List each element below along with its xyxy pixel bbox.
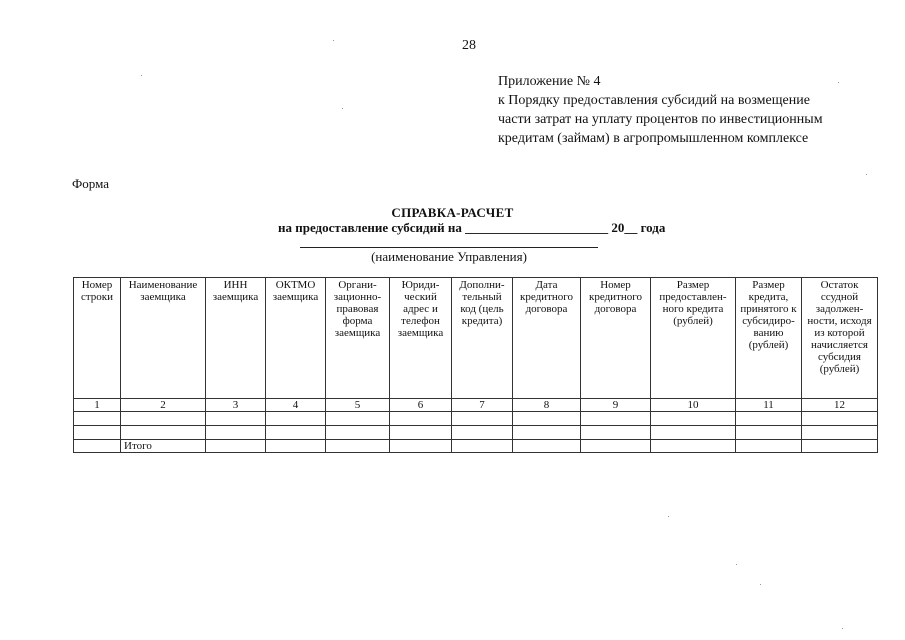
scan-speck <box>668 516 669 517</box>
column-number: 11 <box>736 399 802 412</box>
organization-caption: (наименование Управления) <box>371 249 527 264</box>
table-cell <box>74 440 121 453</box>
appendix-line: к Порядку предоставления субсидий на возмещение <box>498 93 810 108</box>
column-number: 8 <box>513 399 581 412</box>
organization-name-line <box>300 247 598 248</box>
table-cell <box>390 426 452 440</box>
column-number-row <box>74 399 878 412</box>
scan-speck <box>141 75 142 76</box>
calculation-table <box>73 277 878 453</box>
table-cell <box>326 440 390 453</box>
table-cell <box>802 412 878 426</box>
column-header: Дополни-тельный код (цель кредита) <box>452 278 513 399</box>
column-number: 10 <box>651 399 736 412</box>
column-header: Размер кредита, принятого к субсидиро-ванию (рублей) <box>736 278 802 399</box>
table-cell <box>206 426 266 440</box>
column-number: 9 <box>581 399 651 412</box>
table-cell <box>651 426 736 440</box>
column-header: Юриди-ческий адрес и телефон заемщика <box>390 278 452 399</box>
header-row <box>74 278 878 399</box>
table-row <box>74 412 878 426</box>
column-number: 7 <box>452 399 513 412</box>
scan-speck <box>866 174 867 175</box>
scan-speck <box>760 584 761 585</box>
column-header: Номер строки <box>74 278 121 399</box>
table-cell <box>74 426 121 440</box>
table-cell <box>326 412 390 426</box>
scan-speck <box>342 108 343 109</box>
column-header: Дата кредитного договора <box>513 278 581 399</box>
table-cell <box>513 412 581 426</box>
column-header: Наименование заемщика <box>121 278 206 399</box>
table-cell <box>390 440 452 453</box>
table-cell <box>121 426 206 440</box>
column-number: 1 <box>74 399 121 412</box>
table-cell <box>266 426 326 440</box>
table-cell <box>581 440 651 453</box>
column-number: 12 <box>802 399 878 412</box>
table-cell <box>121 412 206 426</box>
scan-speck <box>838 82 839 83</box>
table-cell <box>513 426 581 440</box>
appendix-line: кредитам (займам) в агропромышленном комплексе <box>498 131 809 146</box>
table-cell <box>513 440 581 453</box>
total-row <box>74 440 878 453</box>
column-header: Номер кредитного договора <box>581 278 651 399</box>
form-label: Форма <box>72 176 109 191</box>
scan-speck <box>842 628 843 629</box>
column-number: 6 <box>390 399 452 412</box>
table-cell <box>452 412 513 426</box>
total-label: Итого <box>121 440 206 453</box>
table-cell <box>581 426 651 440</box>
appendix-title: Приложение № 4 <box>498 74 601 89</box>
column-header: Остаток ссудной задолжен-ности, исходя из которой начисляется субсидия (рублей) <box>802 278 878 399</box>
column-number: 4 <box>266 399 326 412</box>
table-cell <box>206 412 266 426</box>
column-header: Размер предоставлен-ного кредита (рублей) <box>651 278 736 399</box>
page-number: 28 <box>462 38 476 53</box>
column-header: Органи-зационно-правовая форма заемщика <box>326 278 390 399</box>
table-cell <box>581 412 651 426</box>
table-cell <box>326 426 390 440</box>
table-cell <box>266 412 326 426</box>
column-header: ИНН заемщика <box>206 278 266 399</box>
scan-speck <box>736 564 737 565</box>
table-cell <box>206 440 266 453</box>
column-number: 3 <box>206 399 266 412</box>
appendix-block <box>498 72 878 148</box>
table-cell <box>736 440 802 453</box>
table-cell <box>736 412 802 426</box>
table-cell <box>74 412 121 426</box>
appendix-line: части затрат на уплату процентов по инвестиционным <box>498 112 823 127</box>
table-cell <box>266 440 326 453</box>
document-title: СПРАВКА-РАСЧЕТ <box>391 205 514 220</box>
scan-speck <box>333 40 334 41</box>
document-subtitle: на предоставление субсидий на ______________________ 20__ года <box>278 220 666 235</box>
table-cell <box>390 412 452 426</box>
table-cell <box>452 440 513 453</box>
table-cell <box>802 440 878 453</box>
table-cell <box>651 440 736 453</box>
table-cell <box>802 426 878 440</box>
column-number: 2 <box>121 399 206 412</box>
table-cell <box>651 412 736 426</box>
table-cell <box>736 426 802 440</box>
table-cell <box>452 426 513 440</box>
column-header: ОКТМО заемщика <box>266 278 326 399</box>
column-number: 5 <box>326 399 390 412</box>
table-row <box>74 426 878 440</box>
